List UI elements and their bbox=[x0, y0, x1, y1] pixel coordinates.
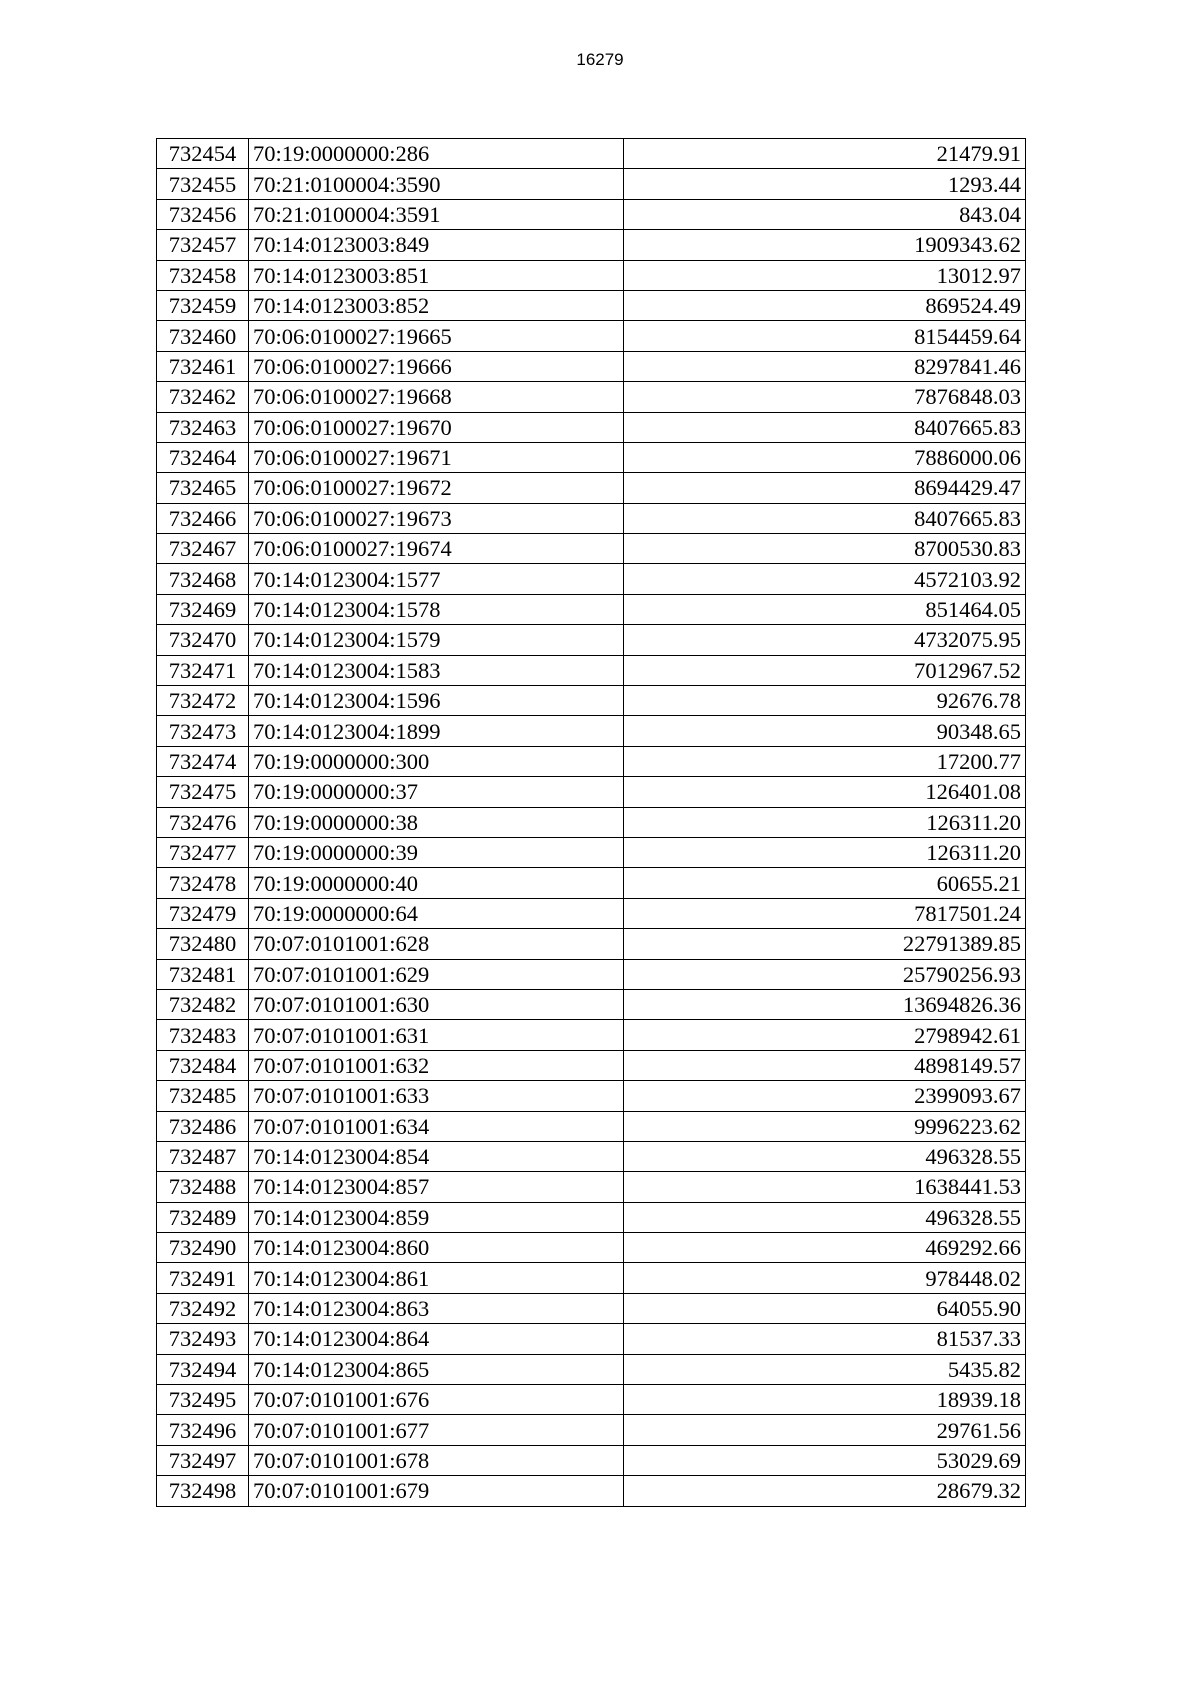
record-number-cell: 732468 bbox=[157, 564, 249, 594]
cadastral-number-cell: 70:07:0101001:629 bbox=[249, 959, 624, 989]
cadastral-number-cell: 70:14:0123004:1899 bbox=[249, 716, 624, 746]
cadastral-number-cell: 70:19:0000000:64 bbox=[249, 898, 624, 928]
record-number-cell: 732461 bbox=[157, 351, 249, 381]
cadastral-value-cell: 496328.55 bbox=[624, 1202, 1026, 1232]
cadastral-value-cell: 4898149.57 bbox=[624, 1050, 1026, 1080]
record-number-cell: 732477 bbox=[157, 837, 249, 867]
table-row bbox=[157, 1233, 1026, 1263]
record-number-cell: 732464 bbox=[157, 442, 249, 472]
cadastral-number-cell: 70:07:0101001:633 bbox=[249, 1081, 624, 1111]
table-row bbox=[157, 442, 1026, 472]
cadastral-number-cell: 70:14:0123004:1583 bbox=[249, 655, 624, 685]
record-number-cell: 732484 bbox=[157, 1050, 249, 1080]
record-number-cell: 732465 bbox=[157, 473, 249, 503]
record-number-cell: 732473 bbox=[157, 716, 249, 746]
record-number-cell: 732459 bbox=[157, 290, 249, 320]
cadastral-number-cell: 70:07:0101001:679 bbox=[249, 1476, 624, 1506]
cadastral-number-cell: 70:14:0123003:849 bbox=[249, 230, 624, 260]
cadastral-number-cell: 70:07:0101001:630 bbox=[249, 989, 624, 1019]
cadastral-value-cell: 7886000.06 bbox=[624, 442, 1026, 472]
table-row bbox=[157, 898, 1026, 928]
table-row bbox=[157, 139, 1026, 169]
cadastral-number-cell: 70:07:0101001:628 bbox=[249, 929, 624, 959]
table-row bbox=[157, 1293, 1026, 1323]
cadastral-number-cell: 70:07:0101001:677 bbox=[249, 1415, 624, 1445]
cadastral-number-cell: 70:14:0123003:851 bbox=[249, 260, 624, 290]
table-row bbox=[157, 989, 1026, 1019]
cadastral-number-cell: 70:19:0000000:37 bbox=[249, 777, 624, 807]
table-row bbox=[157, 1020, 1026, 1050]
cadastral-value-cell: 2798942.61 bbox=[624, 1020, 1026, 1050]
record-number-cell: 732479 bbox=[157, 898, 249, 928]
cadastral-value-cell: 126311.20 bbox=[624, 807, 1026, 837]
record-number-cell: 732463 bbox=[157, 412, 249, 442]
table-row bbox=[157, 837, 1026, 867]
cadastral-value-cell: 4732075.95 bbox=[624, 625, 1026, 655]
record-number-cell: 732486 bbox=[157, 1111, 249, 1141]
cadastral-number-cell: 70:07:0101001:678 bbox=[249, 1445, 624, 1475]
cadastral-number-cell: 70:14:0123004:859 bbox=[249, 1202, 624, 1232]
cadastral-number-cell: 70:07:0101001:676 bbox=[249, 1385, 624, 1415]
cadastral-value-cell: 13012.97 bbox=[624, 260, 1026, 290]
cadastral-value-cell: 7817501.24 bbox=[624, 898, 1026, 928]
cadastral-number-cell: 70:19:0000000:40 bbox=[249, 868, 624, 898]
record-number-cell: 732471 bbox=[157, 655, 249, 685]
cadastral-number-cell: 70:14:0123004:1596 bbox=[249, 686, 624, 716]
record-number-cell: 732474 bbox=[157, 746, 249, 776]
record-number-cell: 732489 bbox=[157, 1202, 249, 1232]
table-row bbox=[157, 503, 1026, 533]
cadastral-number-cell: 70:21:0100004:3590 bbox=[249, 169, 624, 199]
cadastral-number-cell: 70:19:0000000:286 bbox=[249, 139, 624, 169]
cadastral-number-cell: 70:14:0123004:1579 bbox=[249, 625, 624, 655]
table-row bbox=[157, 625, 1026, 655]
cadastral-number-cell: 70:06:0100027:19670 bbox=[249, 412, 624, 442]
record-number-cell: 732483 bbox=[157, 1020, 249, 1050]
record-number-cell: 732469 bbox=[157, 594, 249, 624]
record-number-cell: 732456 bbox=[157, 199, 249, 229]
table-row bbox=[157, 655, 1026, 685]
record-number-cell: 732491 bbox=[157, 1263, 249, 1293]
table-row bbox=[157, 1324, 1026, 1354]
cadastral-value-cell: 90348.65 bbox=[624, 716, 1026, 746]
record-number-cell: 732481 bbox=[157, 959, 249, 989]
cadastral-value-cell: 22791389.85 bbox=[624, 929, 1026, 959]
cadastral-value-cell: 8700530.83 bbox=[624, 534, 1026, 564]
record-number-cell: 732498 bbox=[157, 1476, 249, 1506]
cadastral-value-cell: 8407665.83 bbox=[624, 503, 1026, 533]
cadastral-number-cell: 70:06:0100027:19668 bbox=[249, 382, 624, 412]
table-row bbox=[157, 290, 1026, 320]
table-row bbox=[157, 230, 1026, 260]
cadastral-number-cell: 70:06:0100027:19671 bbox=[249, 442, 624, 472]
cadastral-number-cell: 70:14:0123004:1578 bbox=[249, 594, 624, 624]
cadastral-value-cell: 8154459.64 bbox=[624, 321, 1026, 351]
cadastral-value-cell: 469292.66 bbox=[624, 1233, 1026, 1263]
table-row bbox=[157, 321, 1026, 351]
record-number-cell: 732480 bbox=[157, 929, 249, 959]
record-number-cell: 732488 bbox=[157, 1172, 249, 1202]
cadastral-value-cell: 25790256.93 bbox=[624, 959, 1026, 989]
record-number-cell: 732478 bbox=[157, 868, 249, 898]
record-number-cell: 732472 bbox=[157, 686, 249, 716]
cadastral-value-cell: 18939.18 bbox=[624, 1385, 1026, 1415]
cadastral-value-cell: 8407665.83 bbox=[624, 412, 1026, 442]
cadastral-number-cell: 70:14:0123004:863 bbox=[249, 1293, 624, 1323]
table-row bbox=[157, 412, 1026, 442]
record-number-cell: 732454 bbox=[157, 139, 249, 169]
record-number-cell: 732492 bbox=[157, 1293, 249, 1323]
cadastral-value-cell: 1638441.53 bbox=[624, 1172, 1026, 1202]
cadastral-value-cell: 7876848.03 bbox=[624, 382, 1026, 412]
cadastral-value-cell: 5435.82 bbox=[624, 1354, 1026, 1384]
cadastral-value-cell: 13694826.36 bbox=[624, 989, 1026, 1019]
cadastral-value-cell: 1909343.62 bbox=[624, 230, 1026, 260]
cadastral-value-cell: 8694429.47 bbox=[624, 473, 1026, 503]
cadastral-value-cell: 851464.05 bbox=[624, 594, 1026, 624]
cadastral-value-cell: 81537.33 bbox=[624, 1324, 1026, 1354]
cadastral-value-cell: 1293.44 bbox=[624, 169, 1026, 199]
record-number-cell: 732457 bbox=[157, 230, 249, 260]
table-row bbox=[157, 1081, 1026, 1111]
cadastral-number-cell: 70:07:0101001:634 bbox=[249, 1111, 624, 1141]
cadastral-value-cell: 9996223.62 bbox=[624, 1111, 1026, 1141]
cadastral-value-table bbox=[156, 138, 1026, 1507]
table-row bbox=[157, 929, 1026, 959]
cadastral-number-cell: 70:14:0123004:865 bbox=[249, 1354, 624, 1384]
cadastral-number-cell: 70:14:0123004:854 bbox=[249, 1141, 624, 1171]
table-row bbox=[157, 1415, 1026, 1445]
record-number-cell: 732497 bbox=[157, 1445, 249, 1475]
cadastral-number-cell: 70:19:0000000:39 bbox=[249, 837, 624, 867]
cadastral-number-cell: 70:14:0123004:861 bbox=[249, 1263, 624, 1293]
record-number-cell: 732482 bbox=[157, 989, 249, 1019]
cadastral-value-cell: 978448.02 bbox=[624, 1263, 1026, 1293]
cadastral-number-cell: 70:06:0100027:19673 bbox=[249, 503, 624, 533]
record-number-cell: 732458 bbox=[157, 260, 249, 290]
table-row bbox=[157, 686, 1026, 716]
cadastral-value-cell: 53029.69 bbox=[624, 1445, 1026, 1475]
cadastral-value-cell: 28679.32 bbox=[624, 1476, 1026, 1506]
table-row bbox=[157, 1141, 1026, 1171]
table-row bbox=[157, 169, 1026, 199]
record-number-cell: 732476 bbox=[157, 807, 249, 837]
cadastral-number-cell: 70:14:0123004:1577 bbox=[249, 564, 624, 594]
cadastral-number-cell: 70:06:0100027:19666 bbox=[249, 351, 624, 381]
cadastral-number-cell: 70:14:0123004:857 bbox=[249, 1172, 624, 1202]
cadastral-value-cell: 869524.49 bbox=[624, 290, 1026, 320]
cadastral-number-cell: 70:14:0123004:860 bbox=[249, 1233, 624, 1263]
cadastral-value-cell: 2399093.67 bbox=[624, 1081, 1026, 1111]
table-row bbox=[157, 959, 1026, 989]
table-row bbox=[157, 534, 1026, 564]
cadastral-number-cell: 70:06:0100027:19674 bbox=[249, 534, 624, 564]
table-row bbox=[157, 777, 1026, 807]
cadastral-value-cell: 64055.90 bbox=[624, 1293, 1026, 1323]
table-row bbox=[157, 594, 1026, 624]
table-row bbox=[157, 1354, 1026, 1384]
cadastral-value-cell: 8297841.46 bbox=[624, 351, 1026, 381]
table-row bbox=[157, 1476, 1026, 1506]
record-number-cell: 732466 bbox=[157, 503, 249, 533]
record-number-cell: 732493 bbox=[157, 1324, 249, 1354]
cadastral-number-cell: 70:07:0101001:631 bbox=[249, 1020, 624, 1050]
table-row bbox=[157, 564, 1026, 594]
table-row bbox=[157, 1172, 1026, 1202]
record-number-cell: 732487 bbox=[157, 1141, 249, 1171]
cadastral-value-cell: 7012967.52 bbox=[624, 655, 1026, 685]
table-row bbox=[157, 199, 1026, 229]
cadastral-value-cell: 843.04 bbox=[624, 199, 1026, 229]
table-row bbox=[157, 260, 1026, 290]
cadastral-number-cell: 70:14:0123003:852 bbox=[249, 290, 624, 320]
cadastral-number-cell: 70:19:0000000:300 bbox=[249, 746, 624, 776]
cadastral-number-cell: 70:06:0100027:19665 bbox=[249, 321, 624, 351]
table-row bbox=[157, 473, 1026, 503]
cadastral-number-cell: 70:06:0100027:19672 bbox=[249, 473, 624, 503]
cadastral-value-cell: 17200.77 bbox=[624, 746, 1026, 776]
record-number-cell: 732475 bbox=[157, 777, 249, 807]
cadastral-value-cell: 126311.20 bbox=[624, 837, 1026, 867]
table-row bbox=[157, 1050, 1026, 1080]
record-number-cell: 732467 bbox=[157, 534, 249, 564]
record-number-cell: 732494 bbox=[157, 1354, 249, 1384]
table-row bbox=[157, 382, 1026, 412]
page-number: 16279 bbox=[576, 50, 624, 69]
table-row bbox=[157, 716, 1026, 746]
table-row bbox=[157, 1202, 1026, 1232]
cadastral-value-cell: 92676.78 bbox=[624, 686, 1026, 716]
record-number-cell: 732485 bbox=[157, 1081, 249, 1111]
cadastral-number-cell: 70:19:0000000:38 bbox=[249, 807, 624, 837]
table-row bbox=[157, 1445, 1026, 1475]
cadastral-value-cell: 60655.21 bbox=[624, 868, 1026, 898]
cadastral-value-cell: 21479.91 bbox=[624, 139, 1026, 169]
table-row bbox=[157, 746, 1026, 776]
cadastral-number-cell: 70:07:0101001:632 bbox=[249, 1050, 624, 1080]
cadastral-value-cell: 4572103.92 bbox=[624, 564, 1026, 594]
record-number-cell: 732470 bbox=[157, 625, 249, 655]
record-number-cell: 732455 bbox=[157, 169, 249, 199]
record-number-cell: 732462 bbox=[157, 382, 249, 412]
cadastral-value-cell: 126401.08 bbox=[624, 777, 1026, 807]
table-row bbox=[157, 868, 1026, 898]
table-row bbox=[157, 351, 1026, 381]
record-number-cell: 732496 bbox=[157, 1415, 249, 1445]
table-row bbox=[157, 1263, 1026, 1293]
table-row bbox=[157, 807, 1026, 837]
table-row bbox=[157, 1111, 1026, 1141]
cadastral-value-cell: 496328.55 bbox=[624, 1141, 1026, 1171]
table-row bbox=[157, 1385, 1026, 1415]
record-number-cell: 732495 bbox=[157, 1385, 249, 1415]
cadastral-number-cell: 70:21:0100004:3591 bbox=[249, 199, 624, 229]
record-number-cell: 732490 bbox=[157, 1233, 249, 1263]
table-body bbox=[157, 139, 1026, 1507]
cadastral-number-cell: 70:14:0123004:864 bbox=[249, 1324, 624, 1354]
cadastral-value-cell: 29761.56 bbox=[624, 1415, 1026, 1445]
record-number-cell: 732460 bbox=[157, 321, 249, 351]
